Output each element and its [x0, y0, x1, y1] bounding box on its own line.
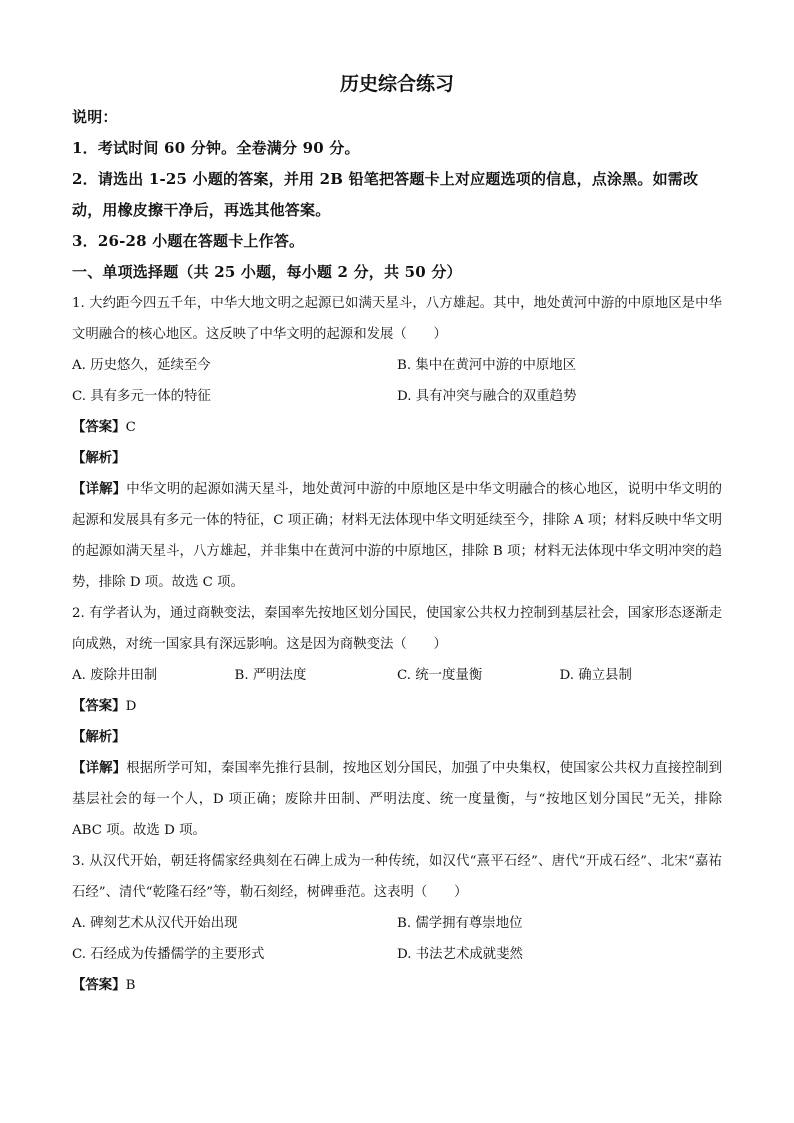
question-3-options-row2: [72, 939, 722, 970]
instructions-heading: 说明：: [72, 108, 118, 126]
question-1-detail: [72, 474, 722, 598]
question-2-option-a: A. 废除井田制: [72, 668, 158, 683]
question-2-stem: 2. 有学者认为，通过商鞅变法，秦国率先按地区划分国民，使国家公共权力控制到基层社会，国家形态逐渐走向成熟，对统一国家具有深远影响。这是因为商鞅变法（ ）: [72, 606, 722, 652]
question-3-stem: 3. 从汉代开始，朝廷将儒家经典刻在石碑上成为一种传统，如汉代“熹平石经”、唐代“开成石经”、北宋“嘉祐石经”、清代“乾隆石经”等，勒石刻经，树碑垂范。这表明（ ）: [72, 854, 722, 900]
question-1-option-a: A. 历史悠久，延续至今: [72, 358, 211, 373]
detail-label: 【详解】: [72, 760, 127, 776]
analysis-label: 【解析】: [72, 729, 126, 745]
answer-label: 【答案】: [72, 698, 126, 714]
document-page: [72, 64, 722, 1001]
answer-value: C: [125, 420, 136, 435]
question-2-option-b: B. 严明法度: [234, 668, 307, 683]
instruction-line-2: 2．请选出 1-25 小题的答案，并用 2B 铅笔把答题卡上对应题选项的信息，点涂黑。如需改动，用橡皮擦干净后，再选其他答案。: [72, 170, 699, 219]
question-1-option-c: C. 具有多元一体的特征: [72, 389, 211, 404]
question-1-option-d: D. 具有冲突与融合的双重趋势: [397, 389, 577, 404]
question-3-option-b: B. 儒学拥有尊崇地位: [397, 916, 523, 931]
instruction-line-1: 1．考试时间 60 分钟。全卷满分 90 分。: [72, 139, 360, 157]
answer-label: 【答案】: [72, 977, 126, 993]
section-heading: 一、单项选择题（共 25 小题，每小题 2 分，共 50 分）: [72, 263, 462, 281]
question-2-option-c: C. 统一度量衡: [397, 668, 483, 683]
question-2-analysis: [72, 722, 722, 753]
detail-text: 中华文明的起源如满天星斗，地处黄河中游的中原地区是中华文明融合的核心地区，说明中华文明的起源和发展具有多元一体的特征，C 项正确；材料无法体现中华文明延续至今，排除 A 项；材料反映中华文明的起源如满天星斗，八方雄起，并非集中在黄河中游的中原地区，排除 B 项；材料无法体现中华文明冲突的趋势，排除 D 项。故选 C 项。: [72, 482, 723, 590]
answer-label: 【答案】: [72, 419, 126, 435]
question-1-answer: [72, 412, 722, 443]
question-1-stem: 1. 大约距今四五千年，中华大地文明之起源已如满天星斗，八方雄起。其中，地处黄河中游的中原地区是中华文明融合的核心地区。这反映了中华文明的起源和发展（ ）: [72, 296, 722, 342]
question-1-option-b: B. 集中在黄河中游的中原地区: [397, 358, 577, 373]
answer-value: B: [125, 978, 136, 993]
question-1-analysis: [72, 443, 722, 474]
question-3-answer: [72, 970, 722, 1001]
page-title: 历史综合练习: [339, 73, 454, 95]
question-3-option-c: C. 石经成为传播儒学的主要形式: [72, 947, 265, 962]
question-1-options: [72, 350, 722, 381]
answer-value: D: [125, 699, 137, 714]
detail-text: 根据所学可知，秦国率先推行县制，按地区划分国民，加强了中央集权，使国家公共权力直接控制到基层社会的每一个人，D 项正确；废除井田制、严明法度、统一度量衡，与“按地区划分国民”无关，排除 ABC 项。故选 D 项。: [72, 761, 723, 838]
question-1-options-row2: [72, 381, 722, 412]
question-3-option-d: D. 书法艺术成就斐然: [397, 947, 523, 962]
question-2-option-d: D. 确立县制: [559, 668, 632, 683]
detail-label: 【详解】: [72, 481, 127, 497]
instruction-line-3: 3．26-28 小题在答题卡上作答。: [72, 232, 305, 250]
question-3-option-a: A. 碑刻艺术从汉代开始出现: [72, 916, 238, 931]
question-2-detail: [72, 753, 722, 846]
question-2-options: [72, 660, 722, 691]
question-3-options: [72, 908, 722, 939]
analysis-label: 【解析】: [72, 450, 126, 466]
question-2-answer: [72, 691, 722, 722]
